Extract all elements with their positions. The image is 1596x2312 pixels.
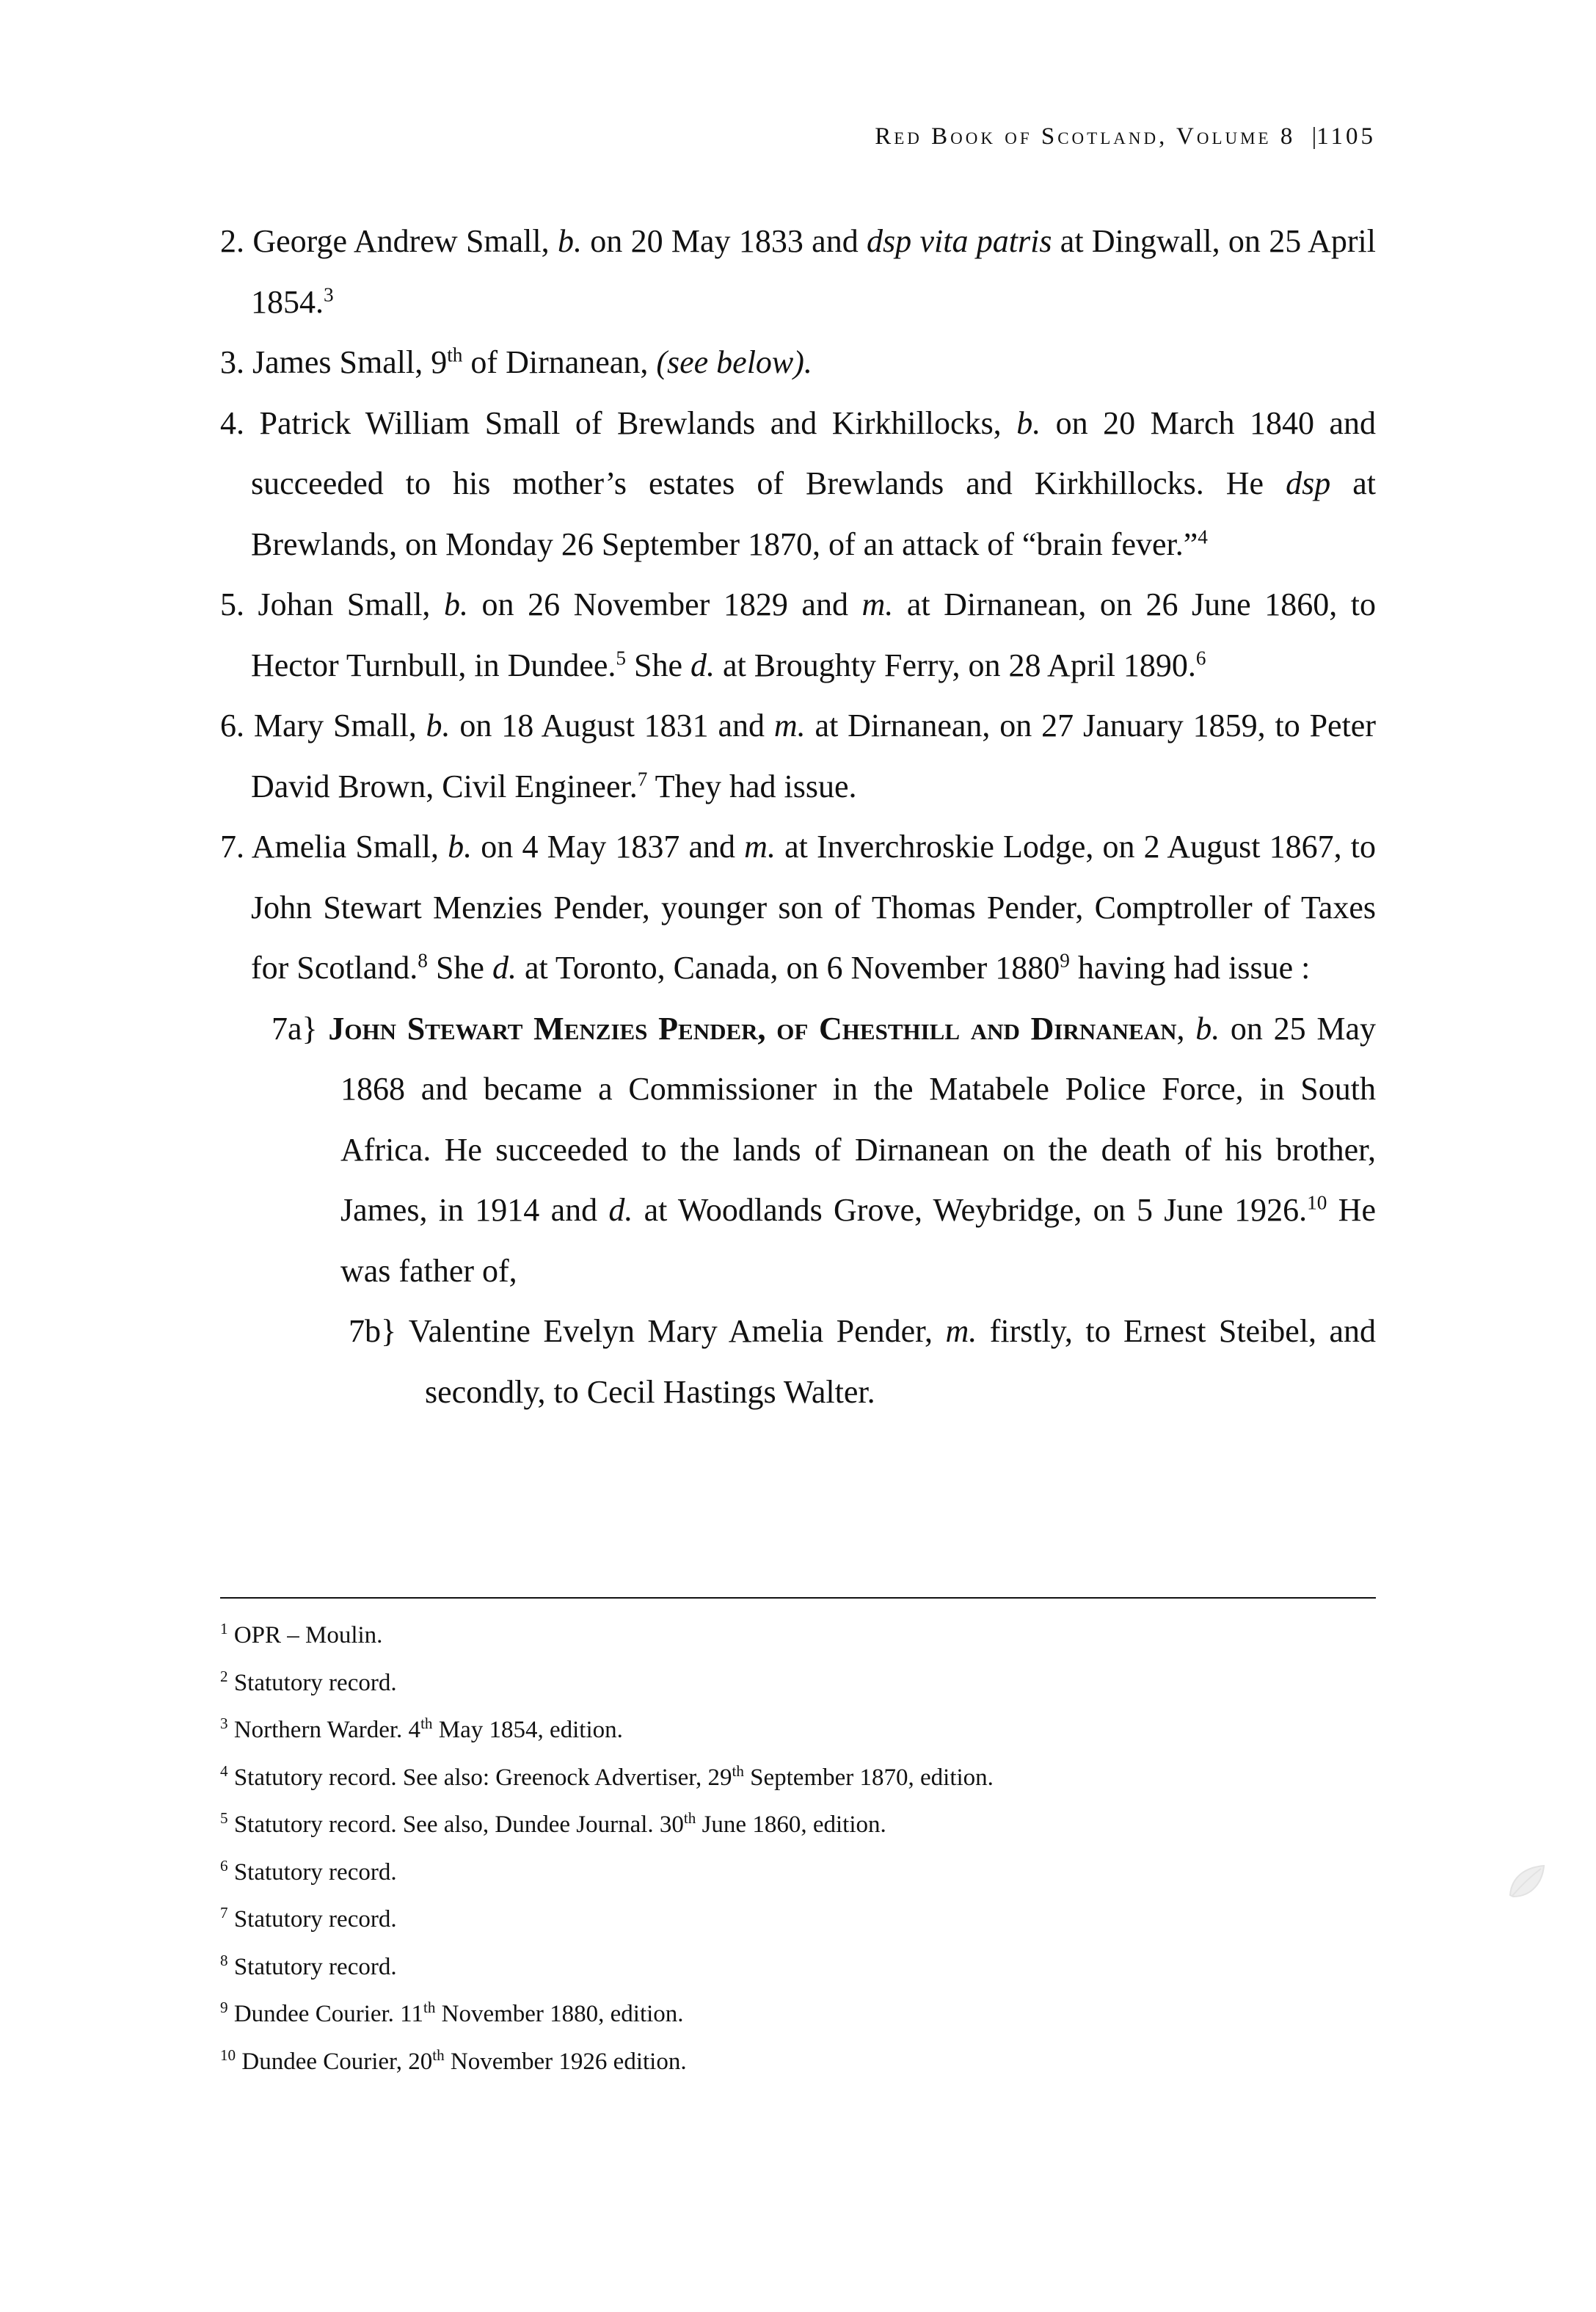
text-run: Statutory record. bbox=[233, 1858, 397, 1886]
text-run: 7a} bbox=[272, 1010, 329, 1047]
italic-text: d. bbox=[608, 1192, 633, 1228]
footnote-marker: 9 bbox=[220, 1999, 228, 2016]
text-run: Statutory record. See also: Greenock Advertiser, 29 bbox=[233, 1764, 732, 1791]
entry-6 bbox=[220, 696, 1376, 817]
running-header bbox=[875, 123, 1376, 150]
footnote-marker: 2 bbox=[220, 1667, 228, 1685]
header-separator: | bbox=[1311, 123, 1317, 150]
superscript: th bbox=[732, 1762, 744, 1780]
text-run: June 1860, edition. bbox=[696, 1811, 886, 1838]
entry-2 bbox=[220, 211, 1376, 332]
text-run: firstly, to Ernest Steibel, and secondly, to Cecil Hastings Walter. bbox=[425, 1313, 1377, 1410]
text-run: 2. George Andrew Small, bbox=[220, 223, 558, 259]
italic-text: dsp vita patris bbox=[867, 223, 1052, 259]
superscript: th bbox=[447, 343, 463, 366]
italic-text: b. bbox=[1016, 404, 1041, 441]
text-run: She bbox=[626, 647, 691, 683]
italic-text: b. bbox=[557, 223, 582, 259]
entry-4 bbox=[220, 393, 1376, 575]
italic-text: d. bbox=[492, 950, 517, 986]
text-run: at Toronto, Canada, on 6 November 1880 bbox=[516, 950, 1060, 986]
page-number: 1105 bbox=[1316, 123, 1376, 150]
footnote-marker: 4 bbox=[220, 1762, 228, 1780]
italic-text: m. bbox=[773, 708, 806, 744]
genealogy-entries bbox=[220, 211, 1376, 1422]
superscript: 7 bbox=[637, 767, 648, 790]
footnote-7 bbox=[220, 1896, 1376, 1944]
text-run: Dundee Courier. 11 bbox=[233, 2001, 423, 2027]
superscript: 10 bbox=[1307, 1191, 1327, 1214]
text-run: , bbox=[1176, 1010, 1196, 1047]
footnote-9 bbox=[220, 1991, 1376, 2038]
text-run: on 20 May 1833 and bbox=[581, 223, 867, 259]
footnote-divider bbox=[220, 1597, 1376, 1599]
name-heading: John Stewart Menzies Pender, of Chesthill and Dirnanean bbox=[328, 1010, 1177, 1047]
text-run: 7b} Valentine Evelyn Mary Amelia Pender, bbox=[349, 1313, 946, 1349]
footnote-2 bbox=[220, 1660, 1376, 1707]
entry-7 bbox=[220, 817, 1376, 999]
superscript: 3 bbox=[324, 283, 334, 305]
footnote-1 bbox=[220, 1612, 1376, 1660]
text-run: Statutory record. bbox=[233, 1669, 397, 1696]
text-run: at Woodlands Grove, Weybridge, on 5 June 1926. bbox=[633, 1192, 1308, 1228]
footnote-marker: 7 bbox=[220, 1904, 228, 1922]
text-run: He was father of, bbox=[340, 1192, 1376, 1289]
text-run: on 26 November 1829 and bbox=[467, 586, 862, 622]
text-run: OPR – Moulin. bbox=[233, 1622, 383, 1648]
text-run: Statutory record. bbox=[233, 1906, 397, 1933]
footnote-6 bbox=[220, 1849, 1376, 1897]
leaf-icon bbox=[1504, 1860, 1548, 1904]
text-run: at Dingwall, on 25 April 1854. bbox=[251, 223, 1377, 320]
text-run: 6. Mary Small, bbox=[220, 708, 426, 744]
text-run: Dundee Courier, 20 bbox=[241, 2048, 433, 2075]
superscript: 6 bbox=[1195, 646, 1206, 669]
text-run: on 25 May 1868 and became a Commissioner in the Matabele Police Force, in South Africa. He succeeded to the lands of Dirnanean on the death of his brother, James, in 1914 and bbox=[340, 1010, 1376, 1228]
footnote-4 bbox=[220, 1754, 1376, 1802]
text-run: having had issue : bbox=[1069, 950, 1311, 986]
text-run: Northern Warder. 4 bbox=[233, 1717, 421, 1743]
footnote-10 bbox=[220, 2038, 1376, 2086]
superscript: th bbox=[423, 1999, 436, 2016]
text-run: She bbox=[427, 950, 492, 986]
italic-text: m. bbox=[861, 586, 894, 622]
superscript: th bbox=[420, 1715, 433, 1732]
superscript: 4 bbox=[1198, 525, 1208, 548]
text-run: 4. Patrick William Small of Brewlands and Kirkhillocks, bbox=[220, 404, 1017, 441]
italic-text: m. bbox=[945, 1313, 977, 1349]
superscript: 5 bbox=[616, 646, 627, 669]
footnote-marker: 3 bbox=[220, 1715, 228, 1732]
text-run: 5. Johan Small, bbox=[220, 586, 444, 622]
text-run: They had issue. bbox=[647, 768, 857, 804]
running-title: Red Book of Scotland, Volume 8 bbox=[875, 123, 1296, 150]
text-run: 7. Amelia Small, bbox=[220, 829, 448, 865]
text-run: of Dirnanean, bbox=[462, 344, 657, 380]
text-run: at Dirnanean, on 26 June 1860, to Hector Turnbull, in Dundee. bbox=[251, 586, 1377, 683]
footnote-marker: 1 bbox=[220, 1620, 228, 1637]
text-run: at Broughty Ferry, on 28 April 1890. bbox=[715, 647, 1196, 683]
footnote-3 bbox=[220, 1706, 1376, 1754]
text-run: November 1926 edition. bbox=[444, 2048, 687, 2075]
italic-text: b. bbox=[426, 708, 451, 744]
footnote-marker: 8 bbox=[220, 1951, 228, 1969]
italic-text: b. bbox=[1195, 1010, 1220, 1047]
text-run: on 4 May 1837 and bbox=[472, 829, 745, 865]
text-run: on 20 March 1840 and succeeded to his mother’s estates of Brewlands and Kirkhillocks. He bbox=[251, 404, 1376, 501]
text-run: May 1854, edition. bbox=[432, 1717, 623, 1743]
text-run: Statutory record. bbox=[233, 1953, 397, 1980]
entry-7a bbox=[272, 999, 1376, 1302]
entry-7b bbox=[349, 1301, 1376, 1422]
text-run: on 18 August 1831 and bbox=[450, 708, 774, 744]
superscript: 9 bbox=[1060, 949, 1070, 972]
text-run: at Dirnanean, on 27 January 1859, to Peter David Brown, Civil Engineer. bbox=[251, 708, 1376, 804]
italic-text: b. bbox=[448, 829, 473, 865]
italic-text: (see below). bbox=[656, 344, 812, 380]
footnote-marker: 10 bbox=[220, 2046, 236, 2064]
text-run: at Brewlands, on Monday 26 September 1870, of an attack of “brain fever.” bbox=[251, 465, 1376, 562]
superscript: th bbox=[432, 2046, 445, 2064]
footnote-5 bbox=[220, 1801, 1376, 1849]
entry-3 bbox=[220, 332, 1376, 393]
text-run: Statutory record. See also, Dundee Journal. 30 bbox=[233, 1811, 684, 1838]
italic-text: b. bbox=[443, 586, 468, 622]
italic-text: m. bbox=[744, 829, 776, 865]
text-run: at Inverchroskie Lodge, on 2 August 1867, to John Stewart Menzies Pender, younger son of Thomas Pender, Comptroller of Taxes for Scotland. bbox=[251, 829, 1376, 986]
superscript: th bbox=[683, 1809, 696, 1827]
footnote-marker: 5 bbox=[220, 1809, 228, 1827]
footnotes bbox=[220, 1612, 1376, 2085]
italic-text: dsp bbox=[1286, 465, 1331, 501]
entry-5 bbox=[220, 575, 1376, 696]
italic-text: d. bbox=[690, 647, 715, 683]
text-run: November 1880, edition. bbox=[435, 2001, 684, 2027]
superscript: 8 bbox=[418, 949, 428, 972]
footnote-marker: 6 bbox=[220, 1856, 228, 1875]
text-run: 3. James Small, 9 bbox=[220, 344, 448, 380]
footnote-8 bbox=[220, 1944, 1376, 1991]
text-run: September 1870, edition. bbox=[743, 1764, 994, 1791]
